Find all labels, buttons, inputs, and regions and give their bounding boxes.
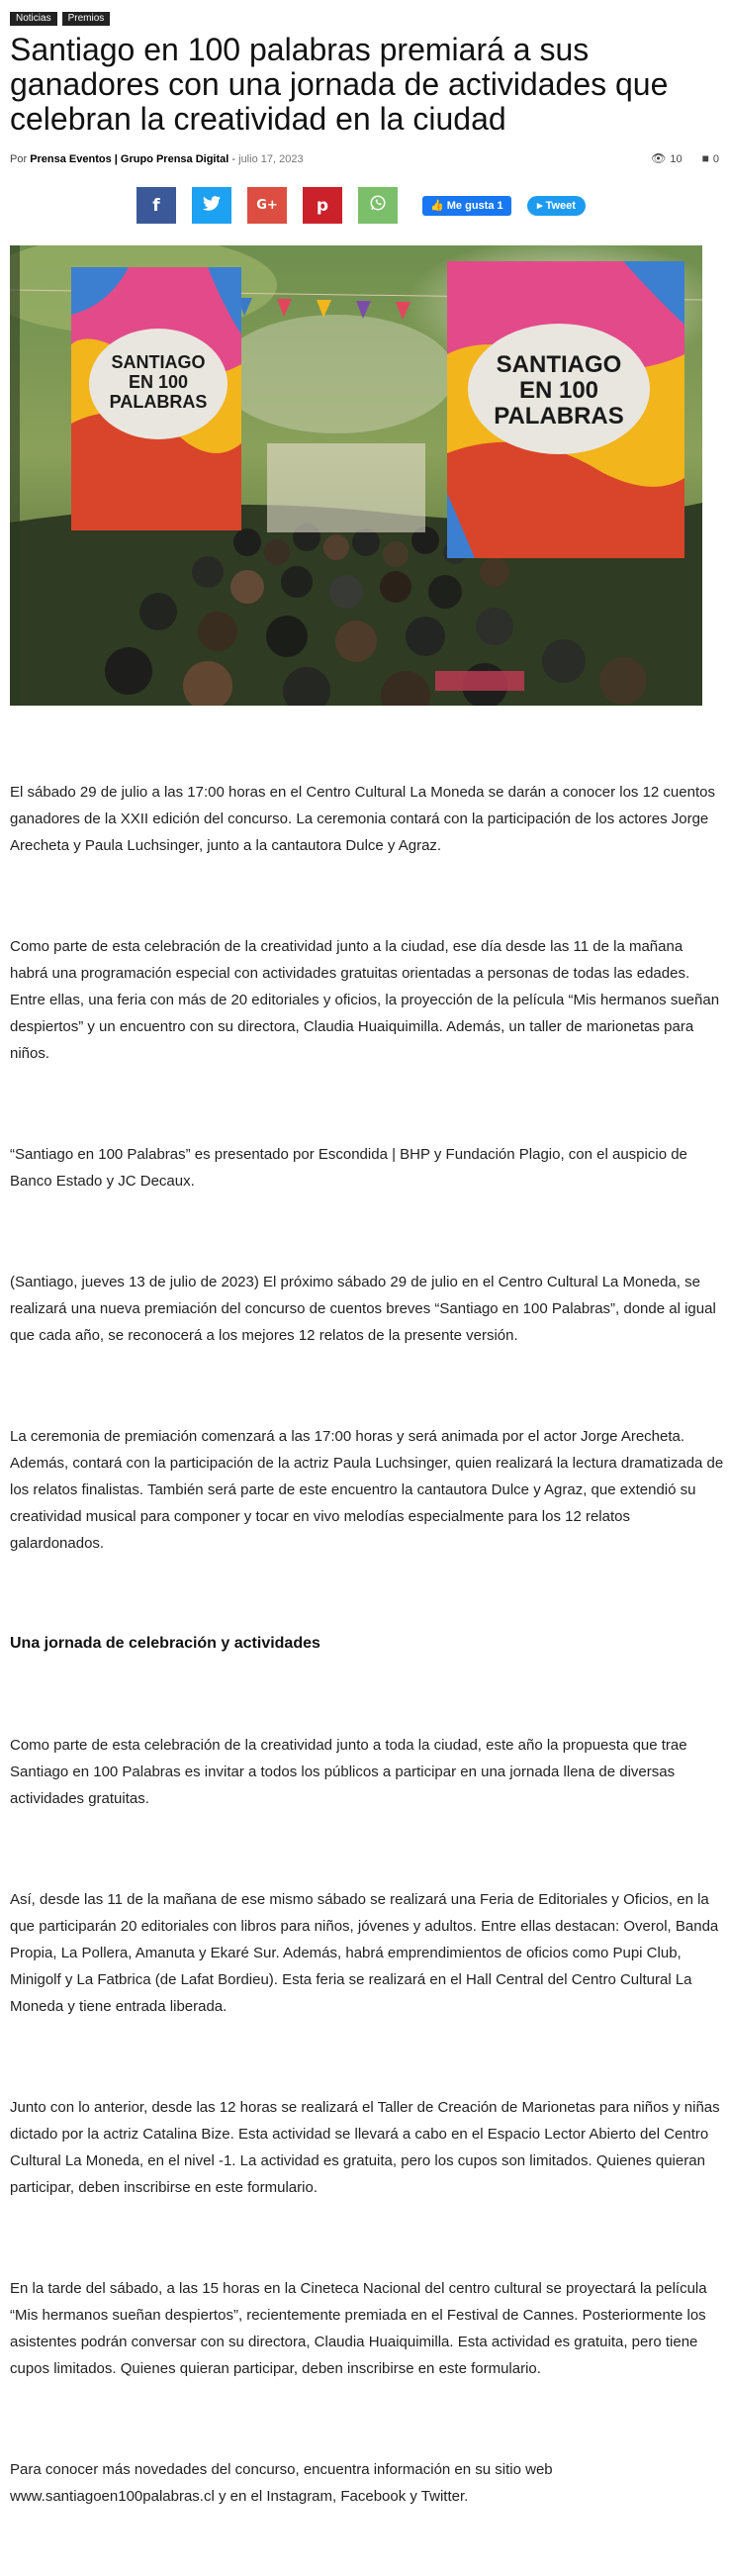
flag-right-line1: SANTIAGO (496, 351, 622, 378)
paragraph: Para conocer más novedades del concurso, encuentra información en su sitio web www.santiagoen100palabras.cl y en el Instagram, Facebook y Twitter. (10, 2461, 553, 2505)
googleplus-share-button[interactable] (247, 187, 287, 224)
thumbs-up-icon: 👍 (430, 200, 444, 212)
flag-left (71, 267, 241, 530)
article-body (10, 779, 724, 2510)
flag-left-line3: PALABRAS (109, 392, 208, 412)
paragraph: Así, desde las 11 de la mañana de ese mismo sábado se realizará una Feria de Editoriales y Oficios, en la que participarán 20 editoriales con libros para niños, jóvenes y adultos. Entre ellas destacan: Overol, Banda Propia, La Pollera, Amanuta y Ekaré Sur. Además, habrá emprendimientos de oficios como Pupi Club, Minigolf y La Fatbrica (de Lafat Bordieu). Esta feria se realizará en el Hall Central del Centro Cultural La Moneda y tiene entrada liberada. (10, 1891, 719, 2015)
eye-icon: 👁 (651, 151, 667, 165)
paragraph: La ceremonia de premiación comenzará a las 17:00 horas y será animada por el actor Jorge Arecheta. Además, contará con la participación de la actriz Paula Luchsinger, quien realizará la lectura dramatizada de los relatos finalistas. También será parte de este encuentro la cantautora Dulce y Agraz, que extendió su creatividad musical para componer y tocar en vivo melodías especialmente para los 12 relatos galardonados. (10, 1428, 724, 1552)
author-link[interactable]: Prensa Eventos | Grupo Prensa Digital (30, 153, 229, 165)
flag-left-line2: EN 100 (128, 372, 189, 392)
whatsapp-share-button[interactable] (358, 187, 398, 224)
twitter-share-button[interactable] (192, 187, 231, 224)
paragraph: Como parte de esta celebración de la creatividad junto a toda la ciudad, este año la propuesta que trae Santiago en 100 Palabras es invitar a todos los públicos a participar en una jornada llena de diversas actividades gratuitas. (10, 1737, 687, 1807)
views-counter (651, 151, 682, 165)
article-meta (10, 153, 304, 165)
flag-left-line1: SANTIAGO (111, 352, 206, 372)
facebook-share-button[interactable] (137, 187, 176, 224)
pinterest-share-button[interactable] (303, 187, 342, 224)
article-stats (651, 151, 719, 165)
meta-separator: - (231, 153, 236, 165)
category-tag-premios[interactable]: Premios (62, 12, 111, 26)
paragraph: (Santiago, jueves 13 de julio de 2023) El próximo sábado 29 de julio en el Centro Cultural La Moneda, se realizará una nueva premiación del concurso de cuentos breves “Santiago en 100 Palabras”, donde al igual que cada año, se reconocerá a los mejores 12 relatos de la presente versión. (10, 1274, 716, 1344)
paragraph: Junto con lo anterior, desde las 12 horas se realizará el Taller de Creación de Marionetas para niños y niñas dictado por la actriz Catalina Bize. Esta actividad se llevará a cabo en el Espacio Lector Abierto del Centro Cultural La Moneda, en el nivel -1. La actividad es gratuita, pero los cupos son limitados. Quienes quieran participar, deben inscribirse en este formulario. (10, 2099, 720, 2196)
paragraph: En la tarde del sábado, a las 15 horas en la Cineteca Nacional del centro cultural se proyectará la película “Mis hermanos sueñan despiertos”, recientemente premiada en el Festival de Cannes. Posteriormente los asistentes podrán conversar con su directora, Claudia Huaiquimilla. Esta actividad es gratuita, pero tiene cupos limitados. Quienes quieran participar, deben inscribirse en este formulario. (10, 2280, 707, 2377)
category-tag-noticias[interactable]: Noticias (10, 12, 57, 26)
tweet-button[interactable] (527, 196, 586, 216)
comment-icon: ■ (701, 151, 709, 165)
category-tags (10, 12, 110, 26)
whatsapp-icon (369, 194, 387, 217)
twitter-icon (203, 196, 221, 216)
twitter-bird-icon: ▸ (537, 200, 543, 212)
like-label: Me gusta 1 (446, 200, 503, 212)
share-buttons (137, 187, 398, 224)
comments-count: 0 (712, 153, 719, 165)
flag-right-line2: EN 100 (518, 377, 599, 404)
article-title: Santiago en 100 palabras premiará a sus ganadores con una jornada de actividades que celebran la creatividad en la ciudad (10, 32, 669, 137)
comments-counter[interactable] (702, 151, 719, 165)
section-heading: Una jornada de celebración y actividades (10, 1635, 320, 1652)
facebook-like-button[interactable] (422, 196, 511, 216)
publish-date: julio 17, 2023 (238, 153, 304, 165)
pinterest-icon: p (316, 195, 329, 216)
facebook-icon: f (152, 195, 160, 216)
flag-right (447, 261, 684, 558)
views-count: 10 (670, 153, 683, 165)
paragraph: Como parte de esta celebración de la creatividad junto a la ciudad, ese día desde las 11 de la mañana habrá una programación especial con actividades gratuitas orientadas a personas de todas las edades. Entre ellas, una feria con más de 20 editoriales y oficios, la proyección de la película “Mis hermanos sueñan despiertos” y un encuentro con su directora, Claudia Huaiquimilla. Además, un taller de marionetas para niños. (10, 938, 720, 1062)
paragraph: “Santiago en 100 Palabras” es presentado por Escondida | BHP y Fundación Plagio, con el auspicio de Banco Estado y JC Decaux. (10, 1146, 687, 1190)
by-label: Por (10, 153, 28, 165)
hero-photo-illustration (10, 245, 702, 706)
hero-image (10, 245, 702, 706)
googleplus-icon: G+ (256, 198, 278, 213)
flag-right-line3: PALABRAS (494, 403, 624, 429)
paragraph: El sábado 29 de julio a las 17:00 horas en el Centro Cultural La Moneda se darán a conocer los 12 cuentos ganadores de la XXII edición del concurso. La ceremonia contará con la participación de los actores Jorge Arecheta y Paula Luchsinger, junto a la cantautora Dulce y Agraz. (10, 784, 715, 854)
tweet-label: Tweet (545, 200, 576, 212)
